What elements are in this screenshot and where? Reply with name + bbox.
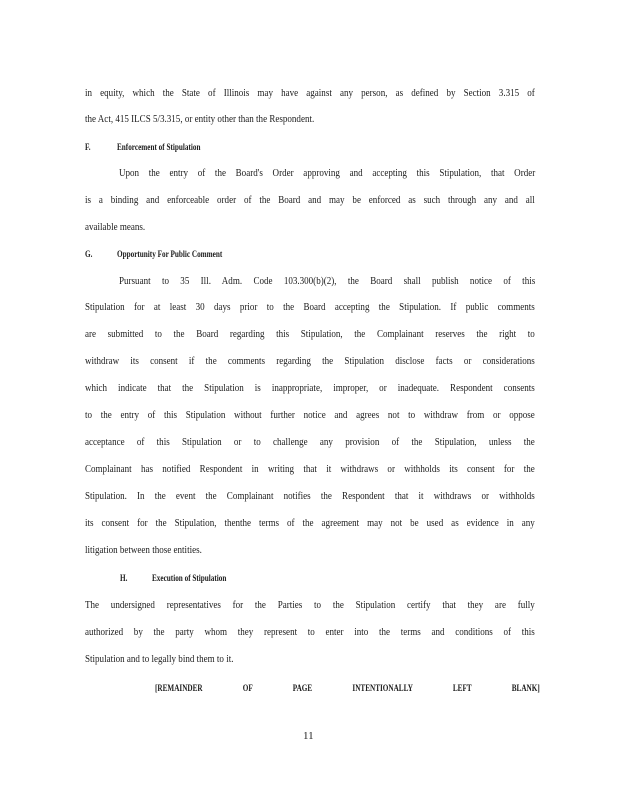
paragraph-line: in equity, which the State of Illinois may have against any person, as defined by Section 3.315 of	[85, 88, 535, 99]
paragraph-line: litigation between those entities.	[85, 545, 202, 556]
paragraph-line: The undersigned representatives for the Parties to the Stipulation certify that they are fully	[85, 600, 535, 611]
paragraph-line: Upon the entry of the Board's Order approving and accepting this Stipulation, that Order	[119, 168, 536, 179]
paragraph-line: Stipulation. In the event the Complainant notifies the Respondent that it withdraws or withholds	[85, 491, 535, 502]
section-letter: G.	[85, 249, 93, 259]
paragraph-line: the Act, 415 ILCS 5/3.315, or entity other than the Respondent.	[85, 114, 315, 125]
section-heading-g	[85, 249, 222, 259]
section-heading-h	[120, 573, 226, 583]
paragraph-line: available means.	[85, 222, 146, 233]
paragraph-line: acceptance of this Stipulation or to challenge any provision of the Stipulation, unless the	[85, 437, 535, 448]
paragraph-line: is a binding and enforceable order of the Board and may be enforced as such through any and all	[85, 195, 535, 206]
paragraph-line: Complainant has notified Respondent in writing that it withdraws or withholds its consent for the	[85, 464, 535, 475]
remainder-notice: [REMAINDER OF PAGE INTENTIONALLY LEFT BLANK]	[155, 683, 540, 693]
paragraph-line: which indicate that the Stipulation is inappropriate, improper, or inadequate. Respondent consents	[85, 383, 535, 394]
section-letter: F.	[85, 142, 91, 152]
paragraph-line: to the entry of this Stipulation without further notice and agrees not to withdraw from or oppose	[85, 410, 535, 421]
page-number: 11	[303, 730, 314, 742]
paragraph-line: withdraw its consent if the comments regarding the Stipulation disclose facts or considerations	[85, 356, 535, 367]
paragraph-line: are submitted to the Board regarding this Stipulation, the Complainant reserves the right to	[85, 329, 535, 340]
section-title: Opportunity For Public Comment	[117, 249, 223, 259]
paragraph-line: authorized by the party whom they represent to enter into the terms and conditions of this	[85, 627, 535, 638]
paragraph-line: Stipulation and to legally bind them to it.	[85, 654, 234, 665]
section-title: Execution of Stipulation	[152, 573, 227, 583]
paragraph-line: Pursuant to 35 Ill. Adm. Code 103.300(b)(2), the Board shall publish notice of this	[119, 276, 536, 287]
section-heading-f	[85, 142, 200, 152]
section-letter: H.	[120, 573, 128, 583]
paragraph-line: Stipulation for at least 30 days prior to the Board accepting the Stipulation. If public comments	[85, 302, 535, 313]
paragraph-line: its consent for the Stipulation, thenthe terms of the agreement may not be used as evidence in any	[85, 518, 535, 529]
section-title: Enforcement of Stipulation	[117, 142, 201, 152]
